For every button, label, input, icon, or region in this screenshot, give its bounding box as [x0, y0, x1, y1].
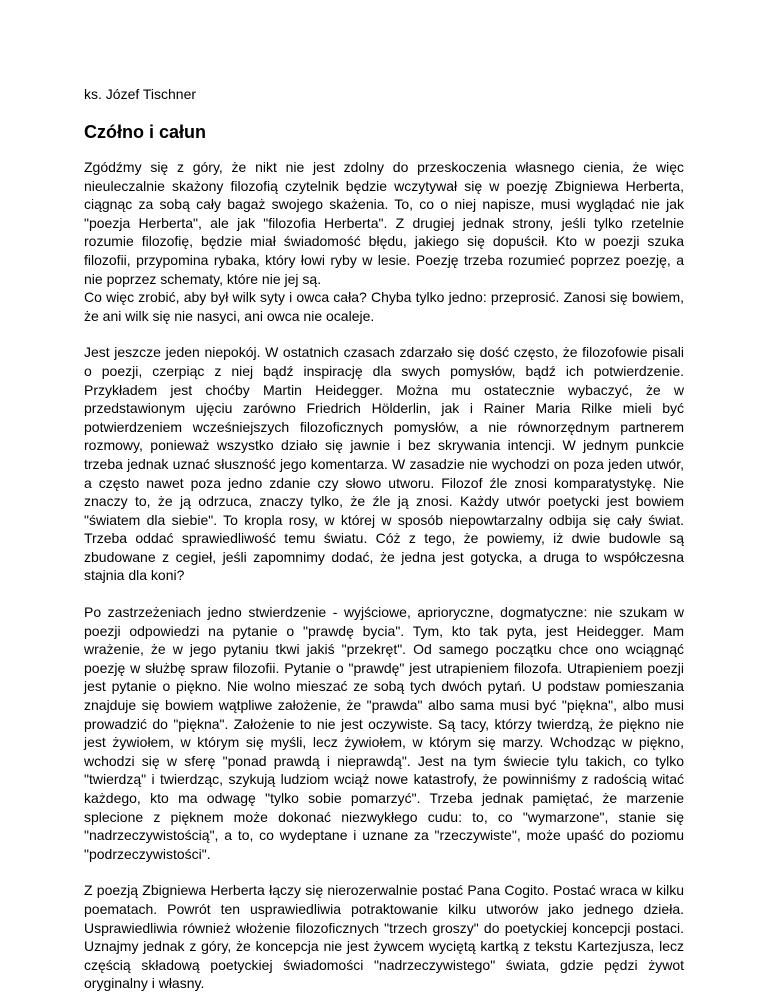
- paragraph-text: Po zastrzeżeniach jedno stwierdzenie - wyjściowe, aprioryczne, dogmatyczne: nie szukam w poezji odpowiedzi na pytanie o "prawdę bycia". Tym, kto tak pyta, jest Heidegger. Mam wrażenie, że w jego pytaniu tkwi jakiś "przekręt". Od samego początku chce ono wciągnąć poezję w służbę spraw filozofii. Pytanie o "prawdę" jest utrapieniem filozofa. Utrapieniem poezji jest pytanie o piękno. Nie wolno mieszać ze sobą tych dwóch pytań. U podstaw pomieszania znajduje się bowiem wątpliwe założenie, że "prawda" albo sama musi być "piękna", albo musi prowadzić do "piękna". Założenie to nie jest oczywiste. Są tacy, którzy twierdzą, że piękno nie jest żywiołem, w którym się myśli, lecz żywiołem, w którym się marzy. Wchodząc w piękno, wchodzi się w sferę "ponad prawdą i nieprawdą". Jest na tym świecie tylu takich, co tylko "twierdzą" i twierdząc, szykują ludziom wciąż nowe katastrofy, że powinniśmy z radością witać każdego, kto ma odwagę "tylko sobie pomarzyć". Trzeba jednak pamiętać, że marzenie splecione z pięknem może dokonać niezwykłego cudu: to, co "wymarzone", stanie się "nadrzeczywistością", a to, co wydeptane i uznane za "rzeczywiste", może upaść do poziomu "podrzeczywistości".: [84, 604, 684, 862]
- article-title: Czółno i całun: [84, 122, 207, 142]
- paragraph-text: Zgódźmy się z góry, że nikt nie jest zdolny do przeskoczenia własnego cienia, że więc nieuleczalnie skażony filozofią czytelnik będzie wczytywał się w poezję Zbigniewa Herberta, ciągnąc za sobą cały bagaż swojego skażenia. To, co o niej napisze, musi wyglądać nie jak "poezja Herberta", ale jak "filozofia Herberta". Z drugiej jednak strony, jeśli tylko rzetelnie rozumie filozofię, będzie miał świadomość błędu, jakiego się dopuścił. Kto w poezji szuka filozofii, przypomina rybaka, który łowi ryby w lesie. Poezję trzeba rozumieć poprzez poezję, a nie poprzez schematy, które nie jej są.: [84, 159, 684, 287]
- paragraph: [84, 603, 684, 863]
- author-line: ks. Józef Tischner: [84, 86, 197, 102]
- paragraph-text: Co więc zrobić, aby był wilk syty i owca cała? Chyba tylko jedno: przeprosić. Zanosi się bowiem, że ani wilk się nie nasyci, ani owca nie ocaleje.: [84, 289, 684, 324]
- paragraph: [84, 881, 684, 993]
- paragraph: [84, 343, 684, 585]
- paragraph: [84, 158, 684, 325]
- paragraph-text: Z poezją Zbigniewa Herberta łączy się nierozerwalnie postać Pana Cogito. Postać wraca w kilku poematach. Powrót ten usprawiedliwia potraktowanie kilku utworów jako jednego dzieła. Usprawiedliwia również włożenie filozoficznych "trzech groszy" do poetyckiej koncepcji postaci. Uznajmy jednak z góry, że koncepcja nie jest żywcem wyciętą kartką z tekstu Kartezjusza, lecz częścią składową poetyckiej świadomości "nadrzeczywistego" świata, gdzie pędzi żywot oryginalny i własny.: [84, 882, 684, 992]
- paragraph-text: Jest jeszcze jeden niepokój. W ostatnich czasach zdarzało się dość często, że filozofowie pisali o poezji, czerpiąc z niej bądź inspirację dla swych pomysłów, bądź ich potwierdzenie. Przykładem jest choćby Martin Heidegger. Można mu ostatecznie wybaczyć, że w przedstawionym ujęciu zarówno Friedrich Hölderlin, jak i Rainer Maria Rilke mieli być potwierdzeniem wcześniejszych filozoficznych pomysłów, a nie równorzędnym partnerem rozmowy, ponieważ wszystko działo się jawnie i bez skrywania intencji. W jednym punkcie trzeba jednak uznać słuszność jego komentarza. W zasadzie nie wychodzi on poza jeden utwór, a często nawet poza jedno zdanie czy słowo utworu. Filozof źle znosi komparatystykę. Nie znaczy to, że ją odrzuca, znaczy tylko, że źle ją znosi. Każdy utwór poetycki jest bowiem "światem dla siebie". To kropla rosy, w której w sposób niepowtarzalny odbija się cały świat. Trzeba oddać sprawiedliwość temu światu. Cóż z tego, że powiemy, iż dwie budowle są zbudowane z cegieł, jeśli zapomnimy dodać, że jedna jest gotycka, a druga to współczesna stajnia dla koni?: [84, 344, 684, 584]
